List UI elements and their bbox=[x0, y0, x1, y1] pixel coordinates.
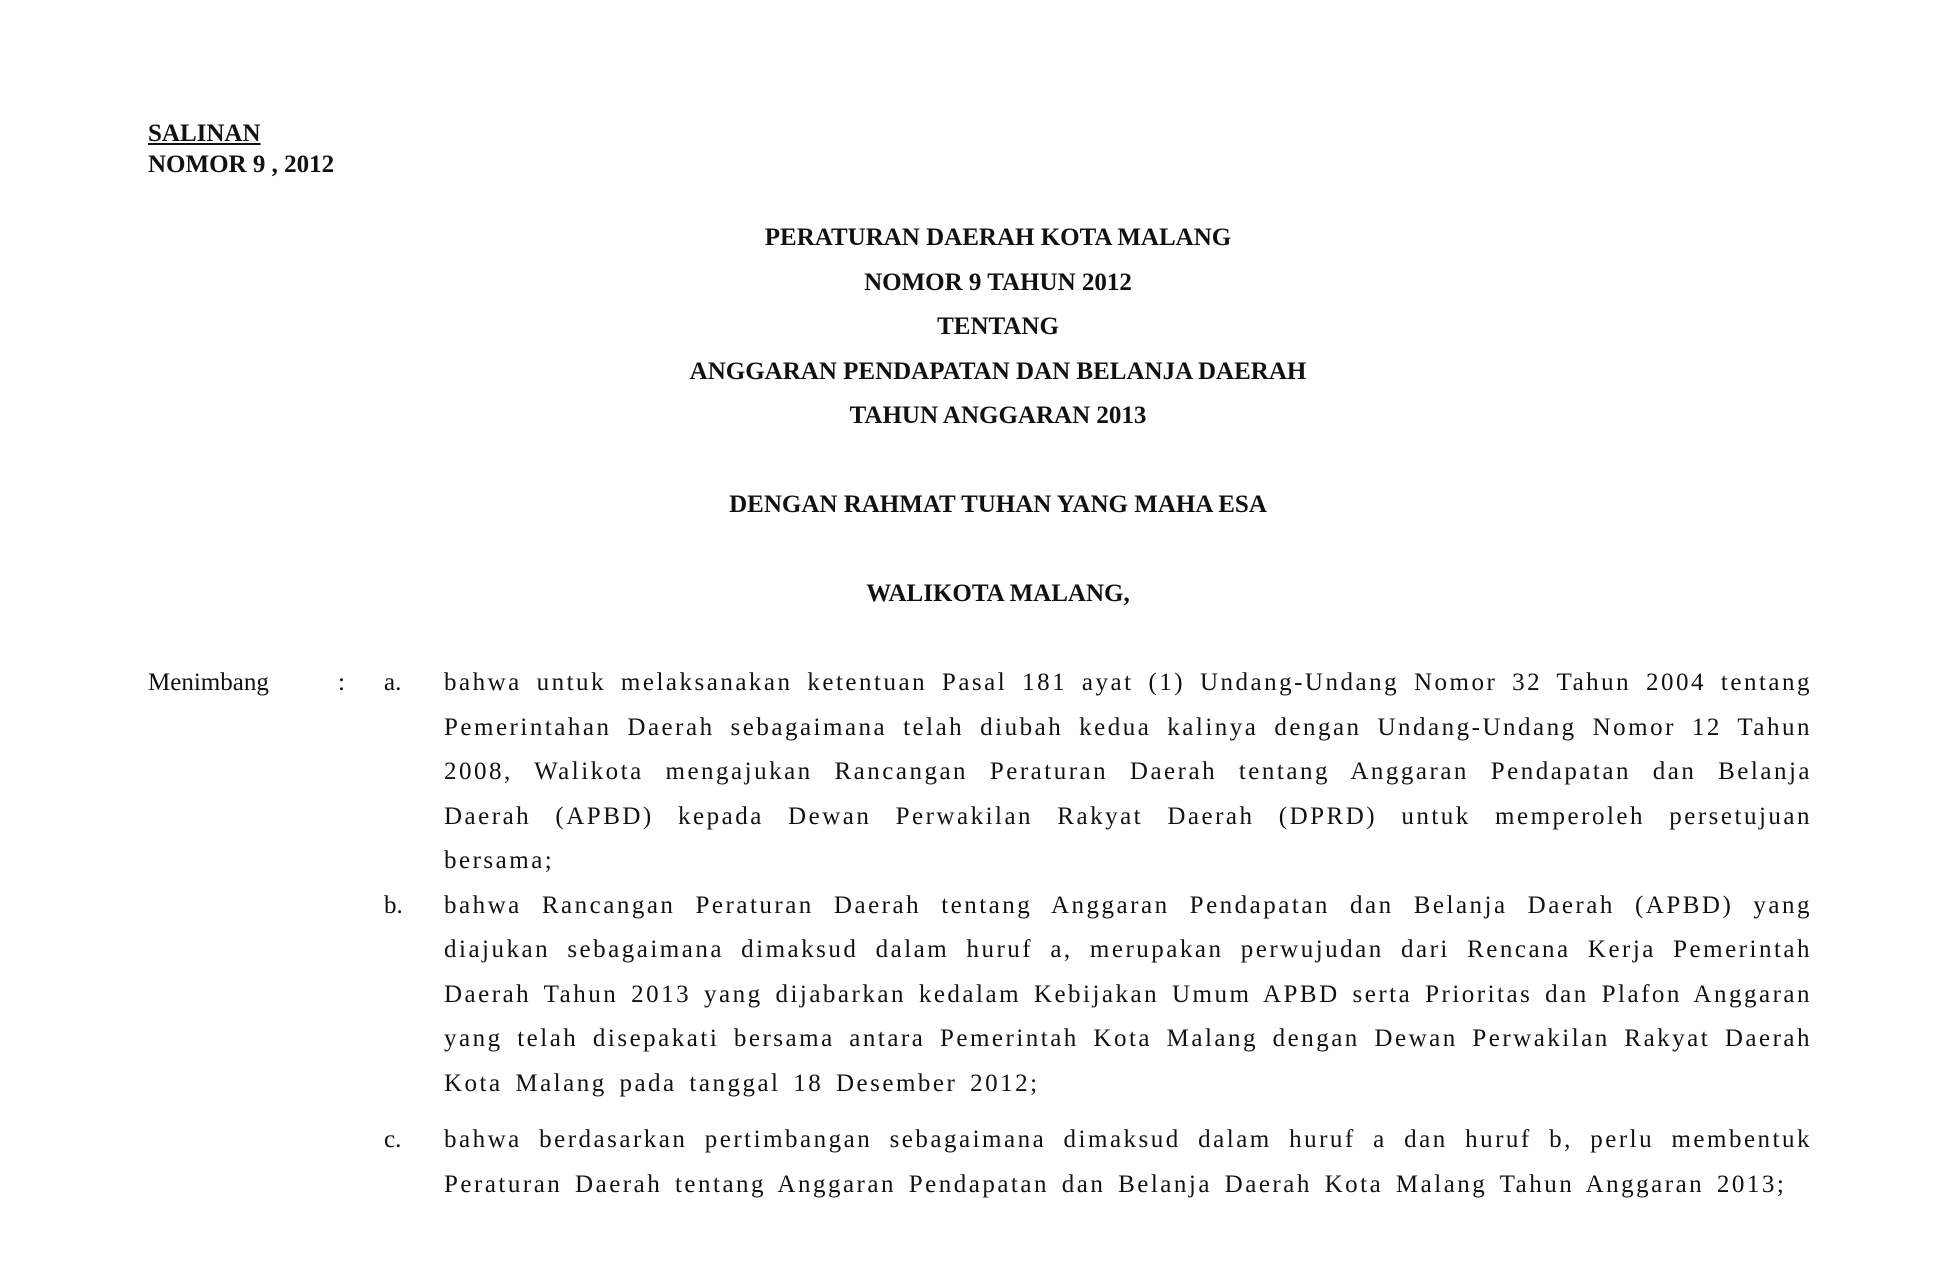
document-number: NOMOR 9 , 2012 bbox=[148, 151, 335, 178]
considering-colon: : bbox=[338, 669, 345, 696]
title-line-4: ANGGARAN PENDAPATAN DAN BELANJA DAERAH bbox=[689, 357, 1307, 385]
copy-label: SALINAN bbox=[148, 120, 261, 147]
considering-item-a bbox=[384, 661, 1812, 884]
title-line-3: TENTANG bbox=[937, 313, 1059, 340]
considering-section bbox=[148, 661, 1812, 1207]
mayor-text: WALIKOTA MALANG, bbox=[866, 580, 1130, 607]
considering-item-c bbox=[384, 1118, 1812, 1207]
considering-item-b bbox=[384, 884, 1812, 1107]
item-letter: a. bbox=[384, 669, 402, 696]
title-line-1: PERATURAN DAERAH KOTA MALANG bbox=[764, 224, 1232, 251]
blessing-line bbox=[0, 483, 1948, 528]
blessing-text: DENGAN RAHMAT TUHAN YANG MAHA ESA bbox=[729, 491, 1267, 518]
item-letter: b. bbox=[384, 891, 403, 919]
considering-label: Menimbang bbox=[148, 669, 269, 696]
title-line-2: NOMOR 9 TAHUN 2012 bbox=[864, 268, 1132, 296]
title-line-5: TAHUN ANGGARAN 2013 bbox=[849, 402, 1147, 429]
item-text: bahwa Rancangan Peraturan Daerah tentang Anggaran Pendapatan dan Belanja Daerah (APBD) yang diajukan sebagaimana dimaksud dalam huruf a, merupakan perwujudan dari Rencana Kerja Pemerintah Daerah Tahun 2013 yang dijabarkan kedalam Kebijakan Umum APBD serta Prioritas dan Plafon Anggaran yang telah disepakati bersama antara Pemerintah Kota Malang dengan Dewan Perwakilan Rakyat Daerah Kota Malang pada tanggal 18 Desember 2012; bbox=[444, 891, 1812, 1097]
considering-items bbox=[384, 661, 1812, 1207]
regulation-title bbox=[0, 216, 1948, 439]
item-text: bahwa untuk melaksanakan ketentuan Pasal 181 ayat (1) Undang-Undang Nomor 32 Tahun 2004 tentang Pemerintahan Daerah sebagaimana telah diubah kedua kalinya dengan Undang-Undang Nomor 12 Tahun 2008, Walikota mengajukan Rancangan Peraturan Daerah tentang Anggaran Pendapatan dan Belanja Daerah (APBD) kepada Dewan Perwakilan Rakyat Daerah (DPRD) untuk memperoleh persetujuan bersama; bbox=[444, 669, 1812, 874]
item-text: bahwa berdasarkan pertimbangan sebagaimana dimaksud dalam huruf a dan huruf b, perlu membentuk Peraturan Daerah tentang Anggaran Pendapatan dan Belanja Daerah Kota Malang Tahun Anggaran 2013; bbox=[444, 1126, 1812, 1198]
item-letter: c. bbox=[384, 1126, 402, 1153]
document-header bbox=[148, 118, 334, 180]
mayor-line bbox=[0, 572, 1948, 617]
item-spacer bbox=[384, 1106, 1812, 1118]
